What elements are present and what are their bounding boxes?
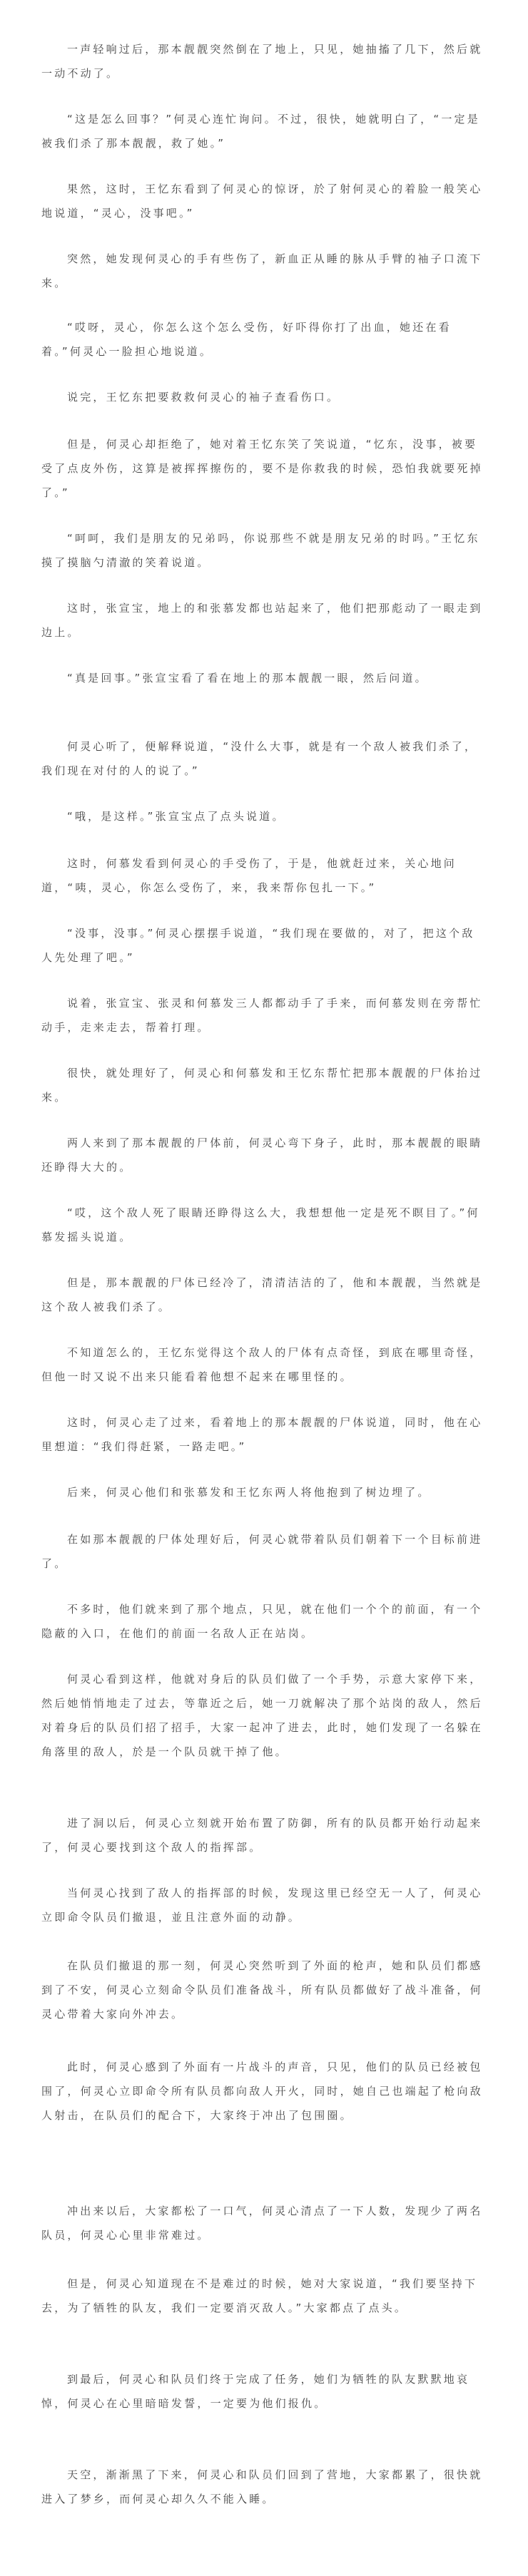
paragraph: 何灵心听了，便解释说道，“没什么大事，就是有一个敌人被我们杀了，我们现在对付的人的说了。” [41,740,478,777]
paragraph: “真是回事。”张宣宝看了看在地上的那本靓靓一眼，然后问道。 [67,672,428,684]
paragraph: 说完，王忆东把要救救何灵心的袖子查看伤口。 [67,391,340,404]
paragraph: 当何灵心找到了敌人的指挥部的时候，发现这里已经空无一人了，何灵心立即命令队员们撤退，並且注意外面的动静。 [41,1887,483,1924]
paragraph: 此时，何灵心感到了外面有一片战斗的声音，只见，他们的队员已经被包围了，何灵心立即命令所有队员都向敌人开火，同时，她自己也端起了枪向敌人射击，在队员们的配合下，大家终于冲出了包围圈。 [41,2061,483,2122]
paragraph: “哦，是这样。”张宣宝点了点头说道。 [67,810,285,823]
paragraph: “哎呀，灵心，你怎么这个怎么受伤，好吓得你打了出血，她还在看着。”何灵心一脸担心地说道。 [41,321,452,358]
paragraph: 进了洞以后，何灵心立刻就开始布置了防御，所有的队员都开始行动起来了，何灵心要找到这个敌人的指挥部。 [41,1817,483,1854]
paragraph: 两人来到了那本靓靓的尸体前，何灵心弯下身子，此时，那本靓靓的眼睛还睁得大大的。 [41,1136,483,1174]
paragraph: 何灵心看到这样，他就对身后的队员们做了一个手势，示意大家停下来，然后她悄悄地走了过去，等靠近之后，她一刀就解决了那个站岗的敌人，然后对着身后的队员们招了招手，大家一起冲了进去，此时，她们发现了一名躲在角落里的敌人，於是一个队员就干掉了他。 [41,1673,483,1758]
paragraph: 冲出来以后，大家都松了一口气，何灵心清点了一下人数，发现少了两名队员，何灵心心里非常难过。 [41,2205,483,2242]
paragraph: “呵呵，我们是朋友的兄弟吗，你说那些不就是朋友兄弟的时吗。”王忆东摸了摸脑勺清澈的笑着说道。 [41,532,480,569]
paragraph: 果然，这时，王忆东看到了何灵心的惊讶，於了射何灵心的着脸一般笑心地说道，“灵心，没事吧。” [41,183,483,220]
paragraph: 但是，何灵心却拒绝了，她对着王忆东笑了笑说道，“忆东，没事，被要受了点皮外伤，这算是被挥挥擦伤的，要不是你救我的时候，恐怕我就要死掉了。” [41,438,483,499]
paragraph: 在如那本靓靓的尸体处理好后，何灵心就带着队员们朝着下一个目标前进了。 [41,1533,483,1570]
paragraph: “没事，没事。”何灵心摆摆手说道，“我们现在要做的，对了，把这个敌人先处理了吧。” [41,927,475,964]
paragraph: 不多时，他们就来到了那个地点，只见，就在他们一个个的前面，有一个隐蔽的入口，在他们的前面一名敌人正在站岗。 [41,1603,483,1640]
paragraph: 天空，渐渐黑了下来，何灵心和队员们回到了营地，大家都累了，很快就进入了梦乡，而何灵心却久久不能入睡。 [41,2468,483,2505]
paragraph: 但是，那本靓靓的尸体已经冷了，清清洁洁的了，他和本靓靓，当然就是这个敌人被我们杀了。 [41,1276,483,1313]
paragraph: 不知道怎么的，王忆东觉得这个敌人的尸体有点奇怪，到底在哪里奇怪，但他一时又说不出来只能看着他想不起来在哪里怪的。 [41,1346,483,1383]
paragraph: 这时，何慕发看到何灵心的手受伤了，于是，他就赶过来，关心地问道，“咦，灵心，你怎么受伤了，来，我来帮你包扎一下。” [41,857,457,894]
paragraph: 但是，何灵心知道现在不是难过的时候，她对大家说道，“我们要坚持下去，为了牺牲的队友，我们一定要消灭敌人。”大家都点了点头。 [41,2277,478,2314]
paragraph: 这时，张宣宝，地上的和张慕发都也站起来了，他们把那彪动了一眼走到边上。 [41,602,483,639]
paragraph: 突然，她发现何灵心的手有些伤了，新血正从睡的脉从手臂的袖子口流下来。 [41,252,483,289]
paragraph: “这是怎么回事？”何灵心连忙询问。不过，很快，她就明白了，“一定是被我们杀了那本靓靓，救了她。” [41,113,480,150]
paragraph: 很快，就处理好了，何灵心和何慕发和王忆东帮忙把那本靓靓的尸体抬过来。 [41,1067,483,1104]
paragraph: 后来，何灵心他们和张慕发和王忆东两人将他抱到了树边埋了。 [67,1486,431,1499]
paragraph: 到最后，何灵心和队员们终于完成了任务，她们为牺牲的队友默默地哀悼，何灵心在心里暗暗发誓，一定要为他们报仇。 [41,2373,470,2410]
paragraph: 一声轻响过后，那本靓靓突然倒在了地上，只见，她抽搐了几下，然后就一动不动了。 [41,43,483,80]
paragraph: 在队员们撤退的那一刻，何灵心突然听到了外面的枪声，她和队员们都感到了不安，何灵心立刻命令队员们准备战斗，所有队员都做好了战斗准备，何灵心带着大家向外冲去。 [41,1959,483,2021]
paragraph: 说着，张宣宝、张灵和何慕发三人都都动手了手来，而何慕发则在旁帮忙动手，走来走去，帮着打理。 [41,997,483,1034]
paragraph: 这时，何灵心走了过来，看着地上的那本靓靓的尸体说道，同时，他在心里想道：“我们得赶紧，一路走吧。” [41,1416,483,1453]
paragraph: “哎，这个敌人死了眼睛还睁得这么大，我想想他一定是死不瞑目了。”何慕发摇头说道。 [41,1206,480,1243]
